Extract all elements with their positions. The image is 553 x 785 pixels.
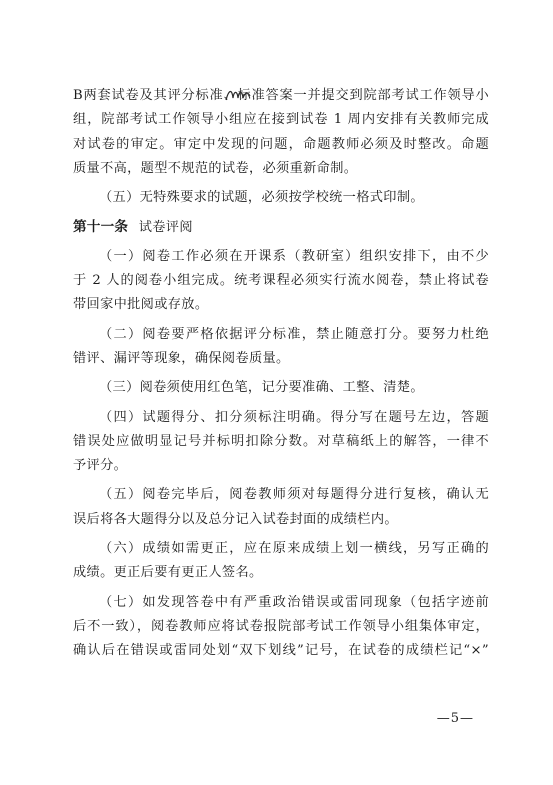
paragraph-line [73, 615, 489, 639]
paragraph-line [73, 376, 489, 400]
line-text: 质量不高，题型不规范的试卷，必须重新命制。 [73, 160, 358, 176]
line-text: （一）阅卷工作必须在开课系（教研室）组织安排下，由不少 [99, 248, 489, 264]
line-text: 于 2 人的阅卷小组完成。统考课程必须实行流水阅卷，禁止将试卷 [73, 273, 489, 289]
line-text: （二）阅卷要严格依据评分标准，禁止随意打分。要努力杜绝 [99, 326, 489, 342]
paragraph-line [73, 639, 489, 663]
line-text: 组，院部考试工作领导小组应在接到试卷 1 周内安排有关教师完成 [73, 112, 489, 128]
paragraph-line [73, 483, 489, 507]
article-number: 第十一条 [73, 219, 129, 236]
paragraph-line [73, 157, 489, 181]
line-text: 带回家中批阅或存放。 [73, 297, 209, 313]
paragraph-line [73, 561, 489, 585]
paragraph-line [73, 323, 489, 347]
line-text: （七）如发现答卷中有严重政治错误或雷同现象（包括字迹前 [99, 594, 489, 610]
paragraph-line [73, 186, 489, 210]
line-text: 对试卷的审定。审定中发现的问题，命题教师必须及时整改。命题 [73, 136, 489, 152]
line-text: （四）试题得分、扣分须标注明确。得分写在题号左边，答题 [99, 409, 489, 425]
line-text: 成绩。更正后要有更正人签名。 [73, 565, 263, 581]
paragraph-line [73, 133, 489, 157]
line-text: （五）无特殊要求的试题，必须按学校统一格式印制。 [99, 190, 424, 206]
paragraph-line [73, 406, 489, 430]
paragraph-line [73, 591, 489, 615]
paragraph-line [73, 84, 489, 108]
paragraph-line [73, 293, 489, 317]
line-text: （三）阅卷须使用红色笔，记分要准确、工整、清楚。 [99, 380, 424, 396]
paragraph-line [73, 537, 489, 561]
line-text: （六）成绩如需更正，应在原来成绩上划一横线，另写正确的 [99, 541, 489, 557]
line-text: B两套试卷及其评分标准、标准答案一并提交到院部考试工作领导小 [73, 88, 489, 103]
line-text: 后不一致），阅卷教师应将试卷报院部考试工作领导小组集体审定， [73, 618, 489, 634]
line-text: 错误处应做明显记号并标明扣除分数。对草稿纸上的解答，一律不 [73, 433, 489, 449]
paragraph-line [73, 430, 489, 454]
paragraph-line [73, 245, 489, 269]
paragraph-line [73, 269, 489, 293]
line-text: （五）阅卷完毕后，阅卷教师须对每题得分进行复核，确认无 [99, 487, 489, 503]
paragraph-line [73, 347, 489, 371]
line-text: 予评分。 [73, 458, 128, 474]
page-content [73, 84, 489, 664]
paragraph-line [73, 108, 489, 132]
line-text: 错评、漏评等现象，确保阅卷质量。 [73, 350, 290, 366]
paragraph-line [73, 508, 489, 532]
page-number: —5— [436, 711, 474, 726]
line-text: 确认后在错误或雷同处划“双下划线”记号，在试卷的成绩栏记“×” [73, 643, 489, 659]
article-heading [73, 215, 489, 239]
article-title: 试卷评阅 [138, 220, 193, 236]
line-text: 误后将各大题得分以及总分记入试卷封面的成绩栏内。 [73, 511, 398, 527]
paragraph-line [73, 454, 489, 478]
